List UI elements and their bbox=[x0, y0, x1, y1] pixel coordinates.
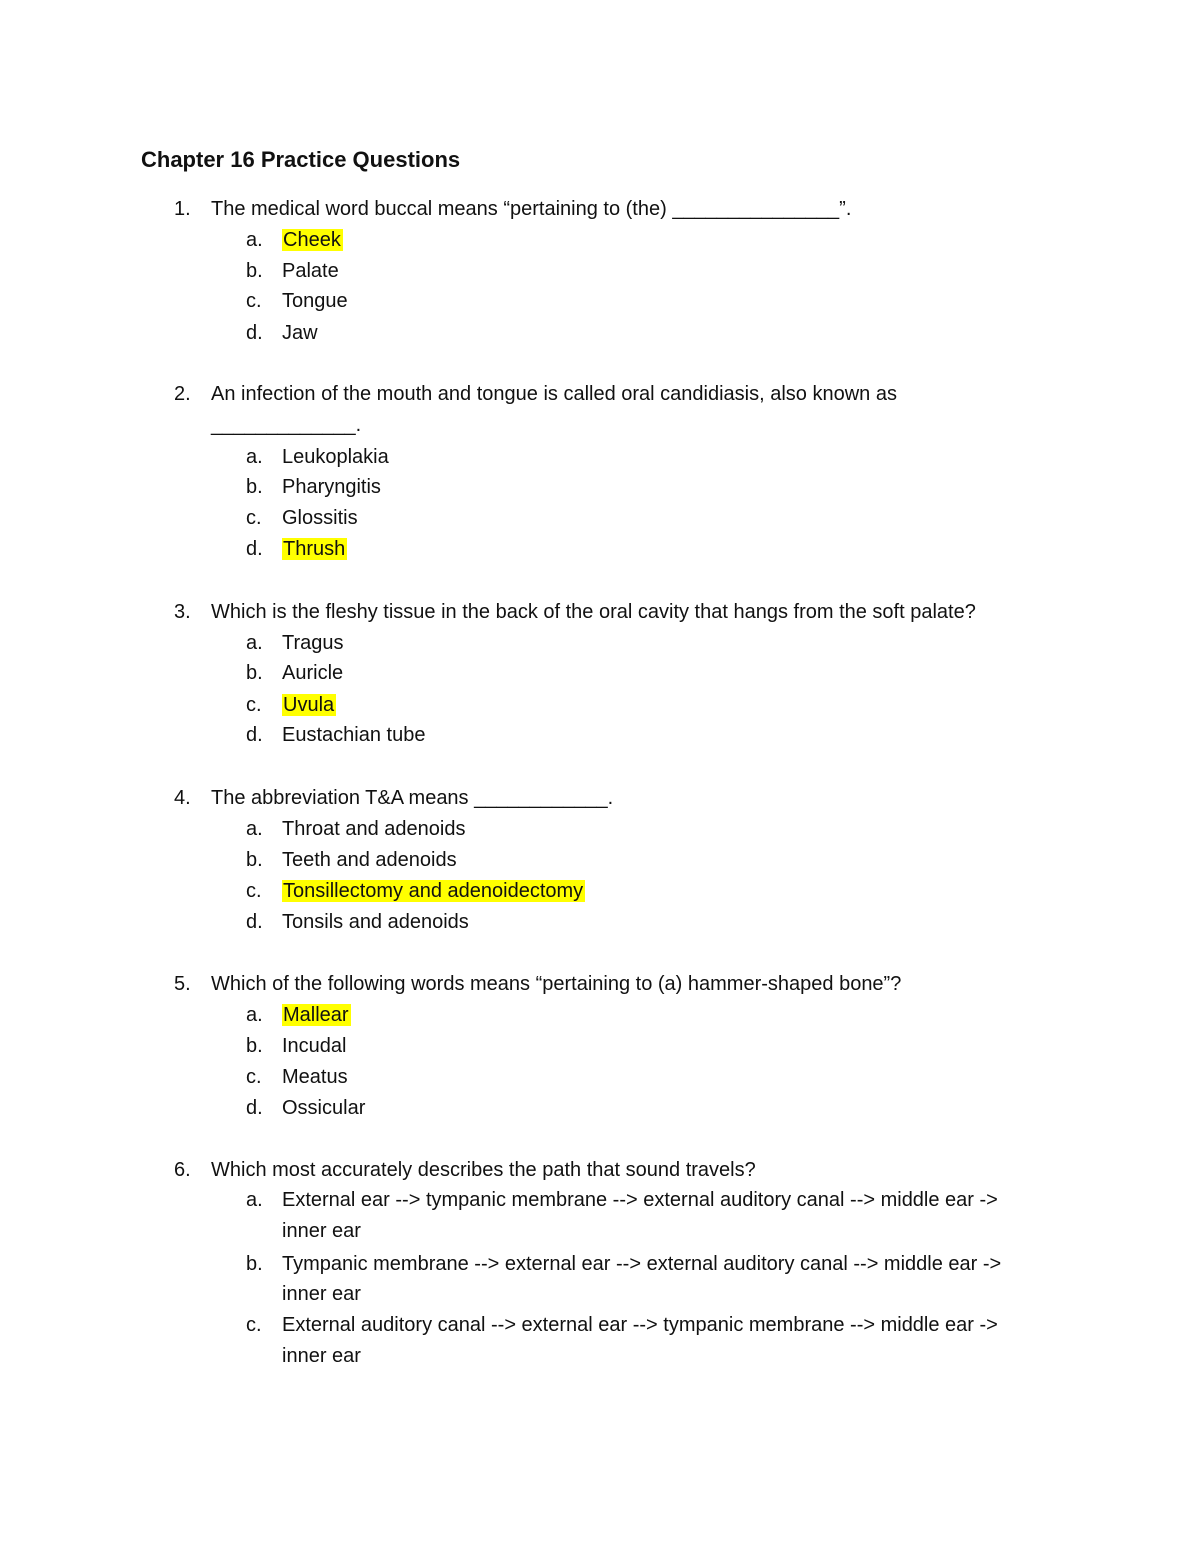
q4-option-b-letter: b. bbox=[246, 849, 263, 871]
question-3-text: Which is the fleshy tissue in the back of the oral cavity that hangs from the soft palate? bbox=[211, 601, 976, 623]
q2-option-d-text: Thrush bbox=[283, 538, 346, 560]
q2-option-d-letter: d. bbox=[246, 538, 263, 560]
q4-option-c-text: Tonsillectomy and adenoidectomy bbox=[283, 880, 584, 902]
q3-option-d-letter: d. bbox=[246, 724, 263, 746]
q5-option-d-letter: d. bbox=[246, 1097, 263, 1119]
q2-option-a-letter: a. bbox=[246, 446, 263, 468]
q3-option-d-text: Eustachian tube bbox=[282, 724, 426, 746]
q3-option-a-text: Tragus bbox=[282, 632, 344, 654]
q3-option-b-text: Auricle bbox=[282, 662, 344, 684]
question-4-number: 4. bbox=[174, 787, 191, 809]
q5-option-d-text: Ossicular bbox=[282, 1097, 366, 1119]
q2-option-a-text: Leukoplakia bbox=[282, 446, 389, 468]
question-3-number: 3. bbox=[174, 601, 191, 623]
q5-option-b-letter: b. bbox=[246, 1035, 263, 1057]
question-2-text-continued: _____________. bbox=[211, 414, 362, 436]
q5-option-b-text: Incudal bbox=[282, 1035, 347, 1057]
q6-option-b-text-continued: inner ear bbox=[282, 1283, 361, 1305]
q4-option-a-letter: a. bbox=[246, 818, 263, 840]
q6-option-a-text: External ear --> tympanic membrane --> external auditory canal --> middle ear -> bbox=[282, 1189, 998, 1211]
question-1-text: The medical word buccal means “pertaining to (the) _______________”. bbox=[211, 198, 852, 220]
q4-option-a-text: Throat and adenoids bbox=[282, 818, 466, 840]
q1-option-a-letter: a. bbox=[246, 229, 263, 251]
question-4-text: The abbreviation T&A means ____________. bbox=[211, 787, 614, 809]
q3-option-a-letter: a. bbox=[246, 632, 263, 654]
q2-option-c-letter: c. bbox=[246, 507, 262, 529]
question-6-number: 6. bbox=[174, 1159, 191, 1181]
q3-option-c-text: Uvula bbox=[283, 694, 335, 716]
q6-option-b-text: Tympanic membrane --> external ear --> external auditory canal --> middle ear -> bbox=[282, 1253, 1002, 1275]
q1-option-c-text: Tongue bbox=[282, 290, 348, 312]
q2-option-b-text: Pharyngitis bbox=[282, 476, 381, 498]
q4-option-d-text: Tonsils and adenoids bbox=[282, 911, 469, 933]
question-5-text: Which of the following words means “pertaining to (a) hammer-shaped bone”? bbox=[211, 973, 902, 995]
q5-option-a bbox=[282, 1000, 351, 1030]
q3-option-c bbox=[282, 690, 336, 720]
q4-option-d-letter: d. bbox=[246, 911, 263, 933]
q1-option-d-text: Jaw bbox=[282, 322, 318, 344]
q6-option-a-letter: a. bbox=[246, 1189, 263, 1211]
q3-option-b-letter: b. bbox=[246, 662, 263, 684]
q2-option-d bbox=[282, 534, 347, 564]
q1-option-b-letter: b. bbox=[246, 260, 263, 282]
question-5-number: 5. bbox=[174, 973, 191, 995]
q6-option-c-text-continued: inner ear bbox=[282, 1345, 361, 1367]
q3-option-c-letter: c. bbox=[246, 694, 262, 716]
q6-option-b-letter: b. bbox=[246, 1253, 263, 1275]
q1-option-a-text: Cheek bbox=[283, 229, 341, 251]
q2-option-c-text: Glossitis bbox=[282, 507, 358, 529]
question-2-number: 2. bbox=[174, 383, 191, 405]
q1-option-a bbox=[282, 225, 343, 255]
q6-option-c-letter: c. bbox=[246, 1314, 262, 1336]
q2-option-b-letter: b. bbox=[246, 476, 263, 498]
q4-option-b-text: Teeth and adenoids bbox=[282, 849, 457, 871]
page-title: Chapter 16 Practice Questions bbox=[141, 147, 461, 172]
q6-option-c-text: External auditory canal --> external ear --> tympanic membrane --> middle ear -> bbox=[282, 1314, 998, 1336]
q5-option-a-text: Mallear bbox=[283, 1004, 349, 1026]
q5-option-c-letter: c. bbox=[246, 1066, 262, 1088]
q5-option-c-text: Meatus bbox=[282, 1066, 348, 1088]
q1-option-d-letter: d. bbox=[246, 322, 263, 344]
question-1-number: 1. bbox=[174, 198, 191, 220]
q1-option-b-text: Palate bbox=[282, 260, 339, 282]
q1-option-c-letter: c. bbox=[246, 290, 262, 312]
q5-option-a-letter: a. bbox=[246, 1004, 263, 1026]
q6-option-a-text-continued: inner ear bbox=[282, 1220, 361, 1242]
question-6-text: Which most accurately describes the path that sound travels? bbox=[211, 1159, 756, 1181]
question-2-text: An infection of the mouth and tongue is called oral candidiasis, also known as bbox=[211, 383, 897, 405]
q4-option-c bbox=[282, 876, 585, 906]
q4-option-c-letter: c. bbox=[246, 880, 262, 902]
